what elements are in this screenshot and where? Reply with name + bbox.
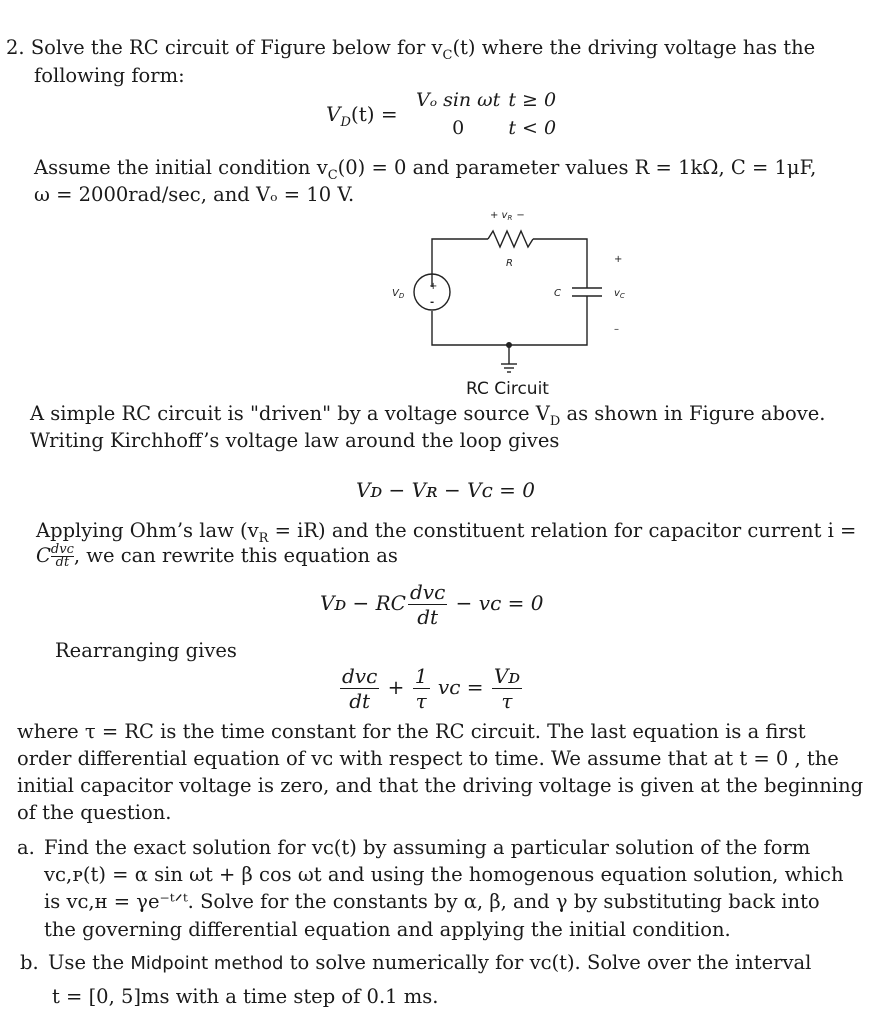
part-b-line-1 <box>48 951 811 976</box>
eq3-f2-num: 1 <box>414 664 428 688</box>
eq3-f1-num: dvᴄ <box>342 664 378 688</box>
p1-sub: D <box>549 413 561 429</box>
vc-label: $v_C$ <box>614 288 625 300</box>
eq3-fraction-1 <box>340 664 379 713</box>
ground-node-dot <box>506 342 512 348</box>
eq2-fraction <box>408 580 447 629</box>
resistor-symbol <box>488 231 533 247</box>
case-2-cond: t < 0 <box>508 117 557 139</box>
problem-line-2: following form: <box>34 64 185 87</box>
body-p1-line-2: Writing Kirchhoff’s voltage law around the loop gives <box>30 429 560 452</box>
part-a-line-4: the governing differential equation and applying the initial condition. <box>44 918 731 941</box>
body-p3-line-4: of the question. <box>17 801 172 824</box>
vc-minus: – <box>614 324 619 335</box>
vd-sub: D <box>340 115 351 130</box>
eq3-fraction-3 <box>492 664 522 713</box>
vd-lhs <box>326 102 398 130</box>
problem-intro-text: Solve the RC circuit of Figure below for v <box>30 36 443 59</box>
part-b-line-2: t = [0, 5]ms with a time step of 0.1 ms. <box>52 985 439 1008</box>
equation-2 <box>320 580 543 629</box>
wire-top-right <box>533 239 587 288</box>
p1-text: A simple RC circuit is "driven" by a voltage source V <box>30 402 550 425</box>
eq2-lhs: Vᴅ − RC <box>320 591 406 615</box>
b-rest: to solve numerically for vᴄ(t). Solve over the interval <box>283 951 812 974</box>
eq3-f2-den: τ <box>415 689 427 713</box>
part-b-label: b. <box>20 951 39 974</box>
assume-sub: C <box>327 167 338 183</box>
b-method: Midpoint method <box>130 953 284 974</box>
body-p3-line-3: initial capacitor voltage is zero, and that the driving voltage is given at the beginning <box>17 774 864 797</box>
vr-label: + $v_R$ − <box>490 210 525 222</box>
case-2-expr: 0 <box>452 117 465 139</box>
rc-circuit-figure <box>380 204 650 404</box>
p2-rest: = iR) and the constituent relation for capacitor current i = <box>268 519 857 542</box>
b-pre: Use the <box>48 951 131 974</box>
eq3-plus: + <box>387 675 405 699</box>
sub: C <box>442 47 453 63</box>
eq3-mid: vᴄ = <box>437 675 484 699</box>
eq3-f3-num: Vᴅ <box>493 664 521 688</box>
source-minus: - <box>430 297 435 308</box>
part-a-line-3: is vᴄ,ʜ = γe⁻ᵗᐟᵗ. Solve for the constants by α, β, and γ by substituting back into <box>44 890 820 913</box>
piecewise-cases <box>416 86 564 142</box>
kvl-equation: Vᴅ − Vʀ − Vᴄ = 0 <box>356 478 536 502</box>
p1-rest: as shown in Figure above. <box>560 402 826 425</box>
vd-label: $V_D$ <box>392 288 405 300</box>
p2-rest-2: , we can rewrite this equation as <box>73 544 398 567</box>
capacitor-label: C <box>554 288 561 299</box>
p2-frac-den: dt <box>55 555 70 570</box>
case-1-cond: t ≥ 0 <box>508 89 557 111</box>
figure-caption: RC Circuit <box>466 379 549 399</box>
body-p3-line-2: order differential equation of vᴄ with respect to time. We assume that at t = 0 , the <box>17 747 839 770</box>
problem-intro-rest: (t) where the driving voltage has the <box>452 36 816 59</box>
assume-text: Assume the initial condition v <box>34 156 328 179</box>
vc-plus: + <box>614 254 623 265</box>
body-p3-line-1: where τ = RC is the time constant for the RC circuit. The last equation is a first <box>17 720 806 743</box>
assume-line-2: ω = 2000rad/sec, and Vₒ = 10 V. <box>34 183 355 206</box>
source-plus: + <box>429 281 438 292</box>
wire-bottom <box>432 296 587 345</box>
eq2-frac-den: dt <box>417 605 439 629</box>
part-a-line-2: vᴄ,ᴘ(t) = α sin ωt + β cos ωt and using the homogenous equation solution, which <box>44 863 844 886</box>
equation-3 <box>338 664 524 713</box>
rearranging-text: Rearranging gives <box>55 639 237 662</box>
eq3-f1-den: dt <box>349 689 371 713</box>
case-1-expr: Vₒ sin ωt <box>416 89 501 111</box>
eq3-fraction-2 <box>413 664 430 713</box>
vd-rest: (t) = <box>350 102 398 126</box>
eq2-rhs: − vᴄ = 0 <box>455 591 544 615</box>
problem-number: 2. <box>6 36 25 59</box>
p2-text: Applying Ohm’s law (v <box>36 519 259 542</box>
p2-sub: R <box>258 530 269 546</box>
eq3-f3-den: τ <box>501 689 513 713</box>
p2-c-symbol: C <box>36 544 51 567</box>
assume-rest: (0) = 0 and parameter values R = 1kΩ, C = 1μF, <box>337 156 817 179</box>
body-p2-line-2 <box>36 544 398 569</box>
p2-frac-num: dvᴄ <box>50 542 74 557</box>
part-a-line-1: Find the exact solution for vᴄ(t) by assuming a particular solution of the form <box>44 836 811 859</box>
resistor-label: R <box>506 258 513 269</box>
part-a-label: a. <box>17 836 35 859</box>
wire-top-left <box>432 239 488 287</box>
vd-symbol: V <box>326 102 341 126</box>
p2-inline-fraction <box>51 544 74 569</box>
eq2-frac-num: dvᴄ <box>410 580 446 604</box>
